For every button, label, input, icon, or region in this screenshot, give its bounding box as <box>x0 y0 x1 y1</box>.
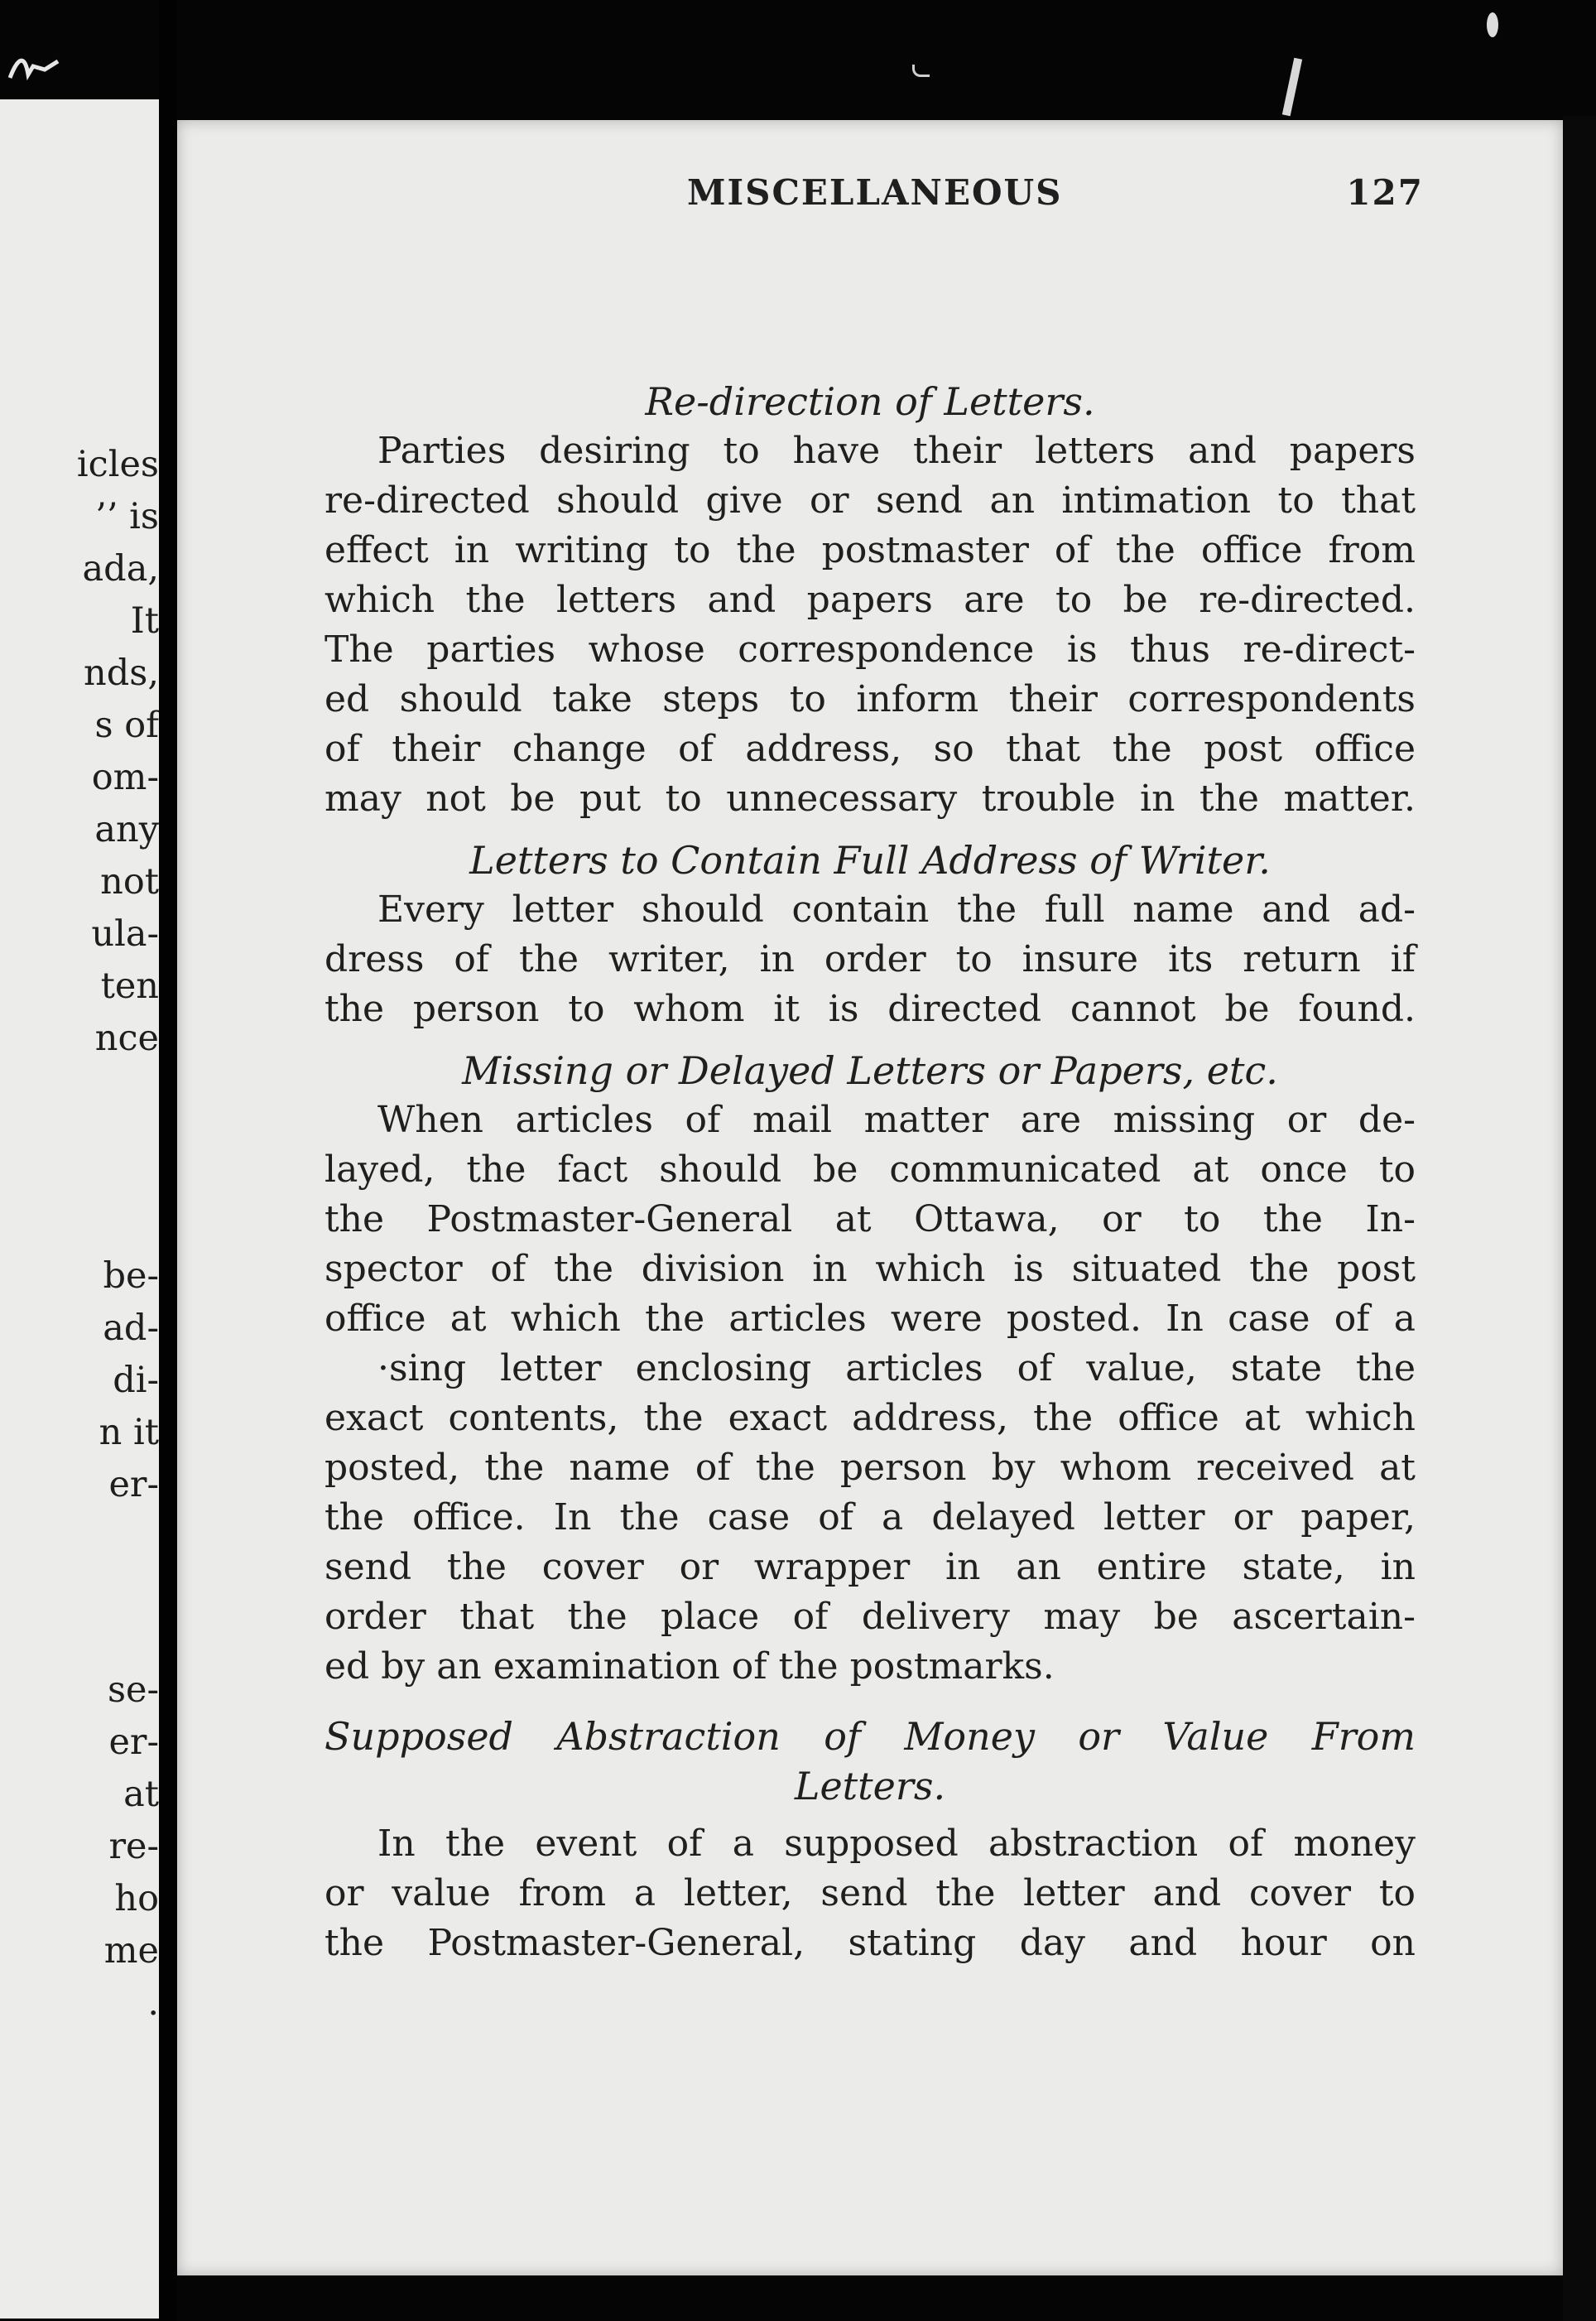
text-line: ·sing letter enclosing articles of value, state the <box>377 1347 1416 1389</box>
text-line: of their change of address, so that the post office <box>324 728 1416 770</box>
text-line: order that the place of delivery may be ascertain- <box>324 1596 1416 1638</box>
left-page-fragment: om- <box>91 757 159 798</box>
paragraph <box>324 885 1416 1034</box>
left-page-fragment: ada, <box>82 548 159 590</box>
text-line: exact contents, the exact address, the office at which <box>324 1397 1416 1439</box>
text-line: spector of the division in which is situated the post <box>324 1248 1416 1290</box>
left-page-fragment: se- <box>107 1669 159 1711</box>
book-gutter <box>159 0 177 2321</box>
left-page-fragment: re- <box>108 1826 159 1867</box>
paragraph <box>324 426 1416 824</box>
text-line: Parties desiring to have their letters and papers <box>377 430 1416 472</box>
left-page-fragment: be- <box>103 1255 159 1297</box>
scan-corner-artifact <box>8 50 75 83</box>
left-page-fragment: not <box>100 861 159 903</box>
text-line: re-directed should give or send an intimation to that <box>324 479 1416 522</box>
text-line: Every letter should contain the full name and ad- <box>377 888 1416 931</box>
left-page-fragment: any <box>94 809 159 850</box>
left-page-fragment: It <box>130 600 159 642</box>
left-page-fragment: di- <box>113 1360 159 1401</box>
left-page-fragment: nds, <box>84 652 159 694</box>
text-line: In the event of a supposed abstraction of money <box>377 1823 1416 1865</box>
section-heading: Supposed Abstraction of Money or Value From <box>324 1714 1416 1759</box>
text-line: ed by an examination of the postmarks. <box>324 1645 1055 1688</box>
left-page-fragment: ho <box>114 1878 159 1919</box>
left-page-fragment: er- <box>108 1464 159 1505</box>
page-number: 127 <box>1346 172 1424 213</box>
left-page-fragment: ad- <box>103 1307 159 1349</box>
text-line: the person to whom it is directed cannot be found. <box>324 988 1416 1030</box>
text-line: the office. In the case of a delayed letter or paper, <box>324 1496 1416 1539</box>
text-line: send the cover or wrapper in an entire state, in <box>324 1546 1416 1588</box>
left-page-fragment: n it <box>99 1412 159 1453</box>
paragraph <box>324 1095 1416 1692</box>
left-page-fragment: er- <box>108 1721 159 1763</box>
text-line: ed should take steps to inform their correspondents <box>324 678 1416 720</box>
left-page-fragment: . <box>147 1982 159 2024</box>
text-line: the Postmaster-General at Ottawa, or to the In- <box>324 1198 1416 1240</box>
text-line: or value from a letter, send the letter and cover to <box>324 1872 1416 1914</box>
text-line: which the letters and papers are to be re-directed. <box>324 579 1416 621</box>
left-page-fragment: me <box>103 1930 159 1972</box>
text-line: dress of the writer, in order to insure its return if <box>324 938 1416 980</box>
left-facing-page <box>0 99 159 2319</box>
running-title: MISCELLANEOUS <box>687 172 1063 213</box>
text-line: may not be put to unnecessary trouble in the matter. <box>324 778 1416 820</box>
page-body <box>324 377 1416 1968</box>
left-page-fragment: icles <box>76 444 159 485</box>
left-page-fragment: ’’ is <box>95 496 159 537</box>
text-line: the Postmaster-General, stating day and hour on <box>324 1922 1416 1964</box>
text-line: When articles of mail matter are missing or de- <box>377 1099 1416 1141</box>
text-line: posted, the name of the person by whom received at <box>324 1447 1416 1489</box>
scan-dust-mark <box>1282 58 1302 117</box>
section-heading: Missing or Delayed Letters or Papers, etc. <box>462 1048 1278 1093</box>
page-edge-shadow <box>1563 116 1596 2321</box>
left-page-fragment: at <box>123 1774 159 1815</box>
left-page-fragment: s of <box>94 705 159 746</box>
scan-dust-mark <box>1487 12 1498 37</box>
section-heading: Letters to Contain Full Address of Writer. <box>469 838 1271 883</box>
text-line: The parties whose correspondence is thus re-direct- <box>324 628 1416 671</box>
text-line: office at which the articles were posted. In case of a <box>324 1298 1416 1340</box>
left-page-fragment: nce <box>94 1018 159 1059</box>
section-heading-continued: Letters. <box>794 1764 946 1808</box>
left-page-fragment: ten <box>100 965 159 1007</box>
text-line: layed, the fact should be communicated at once to <box>324 1148 1416 1191</box>
paragraph <box>324 1819 1416 1968</box>
text-line: effect in writing to the postmaster of the office from <box>324 529 1416 571</box>
section-heading: Re-direction of Letters. <box>645 379 1095 424</box>
scan-dust-mark <box>912 65 930 77</box>
left-page-fragment: ula- <box>91 913 159 955</box>
